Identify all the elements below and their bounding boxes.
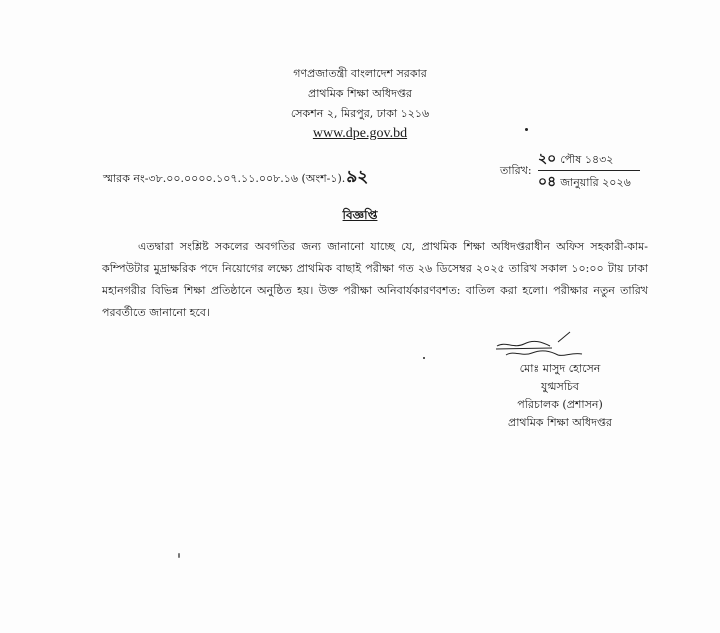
bangla-month-year: পৌষ ১৪৩২	[560, 153, 614, 166]
date-divider	[538, 170, 640, 171]
bangla-day: ২০	[538, 151, 557, 167]
date-block	[538, 150, 648, 192]
signature-mark	[492, 330, 622, 360]
signatory-designation: যুগ্মসচিব	[541, 380, 579, 393]
date-label: তারিখ:	[500, 164, 532, 177]
english-day: ০৪	[538, 174, 557, 190]
signatory-name: মোঃ মাসুদ হোসেন	[519, 362, 601, 375]
scan-speck	[178, 553, 180, 558]
website-link[interactable]: www.dpe.gov.bd	[312, 126, 408, 141]
signatory-block	[470, 360, 650, 432]
memo-number-text: স্মারক নং-৩৮.০০.০০০০.১০৭.১১.০০৮.১৬ (অংশ-১).	[103, 172, 346, 185]
letterhead	[0, 64, 720, 144]
notice-body: এতদ্বারা সংশ্লিষ্ট সকলের অবগতির জন্য জানানো যাচ্ছে যে, প্রাথমিক শিক্ষা অধিদপ্তরাধীন অফিস সহকারী-কাম-কম্পিউটার মুদ্রাক্ষরিক পদে নিয়োগের লক্ষ্যে প্রাথমিক বাছাই পরীক্ষা গত ২৬ ডিসেম্বর ২০২৫ তারিখ সকাল ১০:০০ টায় ঢাকা মহানগরীর বিভিন্ন শিক্ষা প্রতিষ্ঠানে অনুষ্ঠিত হয়। উক্ত পরীক্ষা অনিবার্যকারণবশত: বাতিল করা হলো। পরীক্ষার নতুন তারিখ পরবর্তীতে জানানো হবে।	[102, 240, 648, 319]
memo-handwritten-number: ৯২	[346, 167, 369, 187]
notice-title: বিজ্ঞপ্তি	[342, 208, 378, 222]
english-month-year: জানুয়ারি ২০২৬	[560, 176, 631, 189]
government-name: গণপ্রজাতন্ত্রী বাংলাদেশ সরকার	[293, 67, 427, 80]
scan-speck	[525, 128, 528, 131]
bangla-date	[538, 150, 648, 169]
department-name: প্রাথমিক শিক্ষা অধিদপ্তর	[308, 87, 412, 100]
scan-speck	[423, 357, 425, 359]
office-address: সেকশন ২, মিরপুর, ঢাকা ১২১৬	[290, 107, 430, 120]
signatory-office: প্রাথমিক শিক্ষা অধিদপ্তর	[508, 416, 612, 429]
memo-number	[103, 164, 368, 192]
signatory-role: পরিচালক (প্রশাসন)	[517, 398, 603, 411]
english-date	[538, 173, 648, 192]
